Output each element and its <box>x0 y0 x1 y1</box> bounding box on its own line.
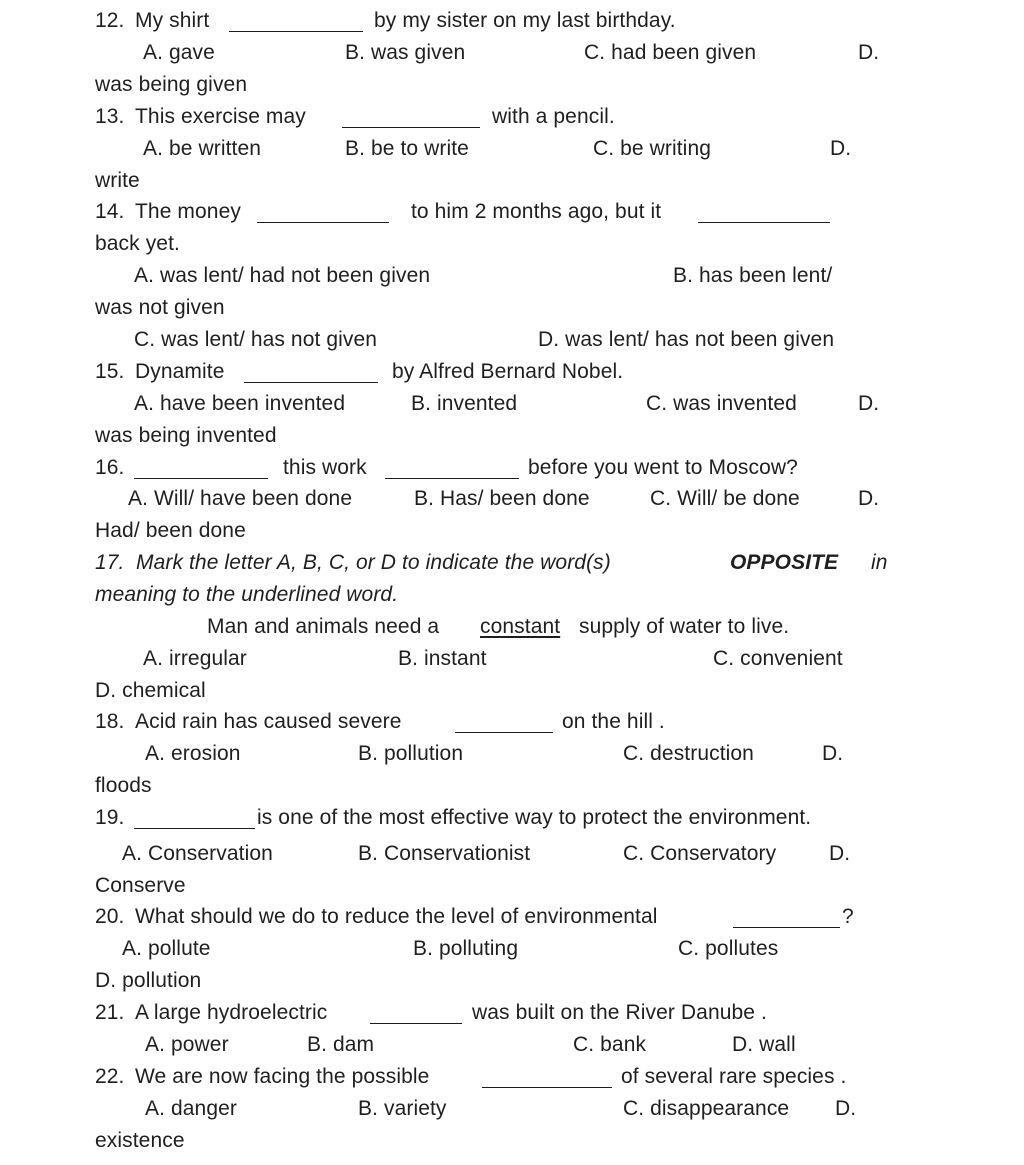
question-22-number: 22. <box>95 1065 125 1088</box>
question-12-option-d: D. <box>858 41 880 64</box>
question-12-blank <box>229 31 363 32</box>
question-19-option-c: C. Conservatory <box>623 842 777 865</box>
question-13-stem-end: with a pencil. <box>492 105 615 128</box>
question-14-stem-middle: to him 2 months ago, but it <box>411 200 662 223</box>
question-18-option-b: B. pollution <box>358 742 464 765</box>
question-21-option-c: C. bank <box>573 1033 647 1056</box>
question-17-instruction-line-2: meaning to the underlined word. <box>95 583 399 606</box>
question-12-stem-end: by my sister on my last birthday. <box>374 9 676 32</box>
question-22-option-d: D. <box>835 1097 857 1120</box>
question-22-option-a: A. danger <box>145 1097 237 1120</box>
question-17-number: 17. <box>95 551 125 574</box>
question-14-option-b: B. has been lent/ <box>673 264 833 287</box>
question-22-blank <box>482 1087 612 1088</box>
question-14-option-a: A. was lent/ had not been given <box>134 264 431 287</box>
question-15-stem-start: Dynamite <box>135 360 225 383</box>
question-20-option-c: C. pollutes <box>678 937 779 960</box>
question-20-option-b: B. polluting <box>413 937 519 960</box>
question-17-instruction-keyword: OPPOSITE <box>730 551 839 574</box>
question-19-number: 19. <box>95 806 125 829</box>
question-15-option-b: B. invented <box>411 392 518 415</box>
question-16-option-d: D. <box>858 487 880 510</box>
question-21-option-a: A. power <box>145 1033 229 1056</box>
question-20-option-a: A. pollute <box>122 937 211 960</box>
question-16-option-a: A. Will/ have been done <box>128 487 353 510</box>
question-21-blank <box>370 1023 462 1024</box>
question-17-instruction-end: in <box>871 551 888 574</box>
question-12-option-d-text: was being given <box>95 73 248 96</box>
question-16-option-b: B. Has/ been done <box>414 487 590 510</box>
question-19-option-d-text: Conserve <box>95 874 186 897</box>
question-19-stem-end: is one of the most effective way to protect the environment. <box>257 806 812 829</box>
question-20-option-d: D. pollution <box>95 969 202 992</box>
question-14-blank-1 <box>257 222 389 223</box>
question-13-blank <box>342 127 480 128</box>
question-15-number: 15. <box>95 360 125 383</box>
question-16-blank-2 <box>385 478 519 479</box>
question-12-number: 12. <box>95 9 125 32</box>
question-18-option-c: C. destruction <box>623 742 754 765</box>
question-22-stem-start: We are now facing the possible <box>135 1065 430 1088</box>
question-14-stem-start: The money <box>135 200 241 223</box>
question-17-sentence-start: Man and animals need a <box>207 615 440 638</box>
question-17-underlined-word: constant <box>480 615 561 638</box>
question-21-option-d: D. wall <box>732 1033 796 1056</box>
question-18-blank <box>455 732 553 733</box>
question-17-instruction-start: Mark the letter A, B, C, or D to indicate the word(s) <box>136 551 611 574</box>
question-22-option-d-text: existence <box>95 1129 185 1152</box>
question-15-option-a: A. have been invented <box>134 392 346 415</box>
question-13-stem-start: This exercise may <box>135 105 306 128</box>
question-19-option-d: D. <box>829 842 851 865</box>
question-17-option-c: C. convenient <box>713 647 843 670</box>
question-21-stem-end: was built on the River Danube . <box>472 1001 767 1024</box>
question-17-option-b: B. instant <box>398 647 487 670</box>
question-15-option-d-text: was being invented <box>95 424 277 447</box>
question-21-option-b: B. dam <box>307 1033 375 1056</box>
question-21-number: 21. <box>95 1001 125 1024</box>
question-15-blank <box>244 382 378 383</box>
question-18-option-d-text: floods <box>95 774 152 797</box>
question-15-option-d: D. <box>858 392 880 415</box>
question-19-option-a: A. Conservation <box>122 842 273 865</box>
question-17-option-d: D. chemical <box>95 679 206 702</box>
question-16-stem-start: this work <box>283 456 367 479</box>
question-20-stem-end: ? <box>842 905 854 928</box>
question-22-option-c: C. disappearance <box>623 1097 790 1120</box>
question-16-option-c: C. Will/ be done <box>650 487 800 510</box>
question-16-option-d-text: Had/ been done <box>95 519 246 542</box>
question-18-stem-start: Acid rain has caused severe <box>135 710 402 733</box>
question-14-number: 14. <box>95 200 125 223</box>
question-20-number: 20. <box>95 905 125 928</box>
question-22-stem-end: of several rare species . <box>621 1065 847 1088</box>
question-12-stem-start: My shirt <box>135 9 210 32</box>
question-15-stem-end: by Alfred Bernard Nobel. <box>392 360 624 383</box>
question-16-blank-1 <box>134 478 268 479</box>
question-16-stem-end: before you went to Moscow? <box>528 456 798 479</box>
question-20-blank <box>733 927 840 928</box>
question-14-option-c: C. was lent/ has not given <box>134 328 378 351</box>
question-12-option-a: A. gave <box>143 41 215 64</box>
question-14-option-b-text: was not given <box>95 296 225 319</box>
question-13-option-b: B. be to write <box>345 137 469 160</box>
question-18-stem-end: on the hill . <box>562 710 665 733</box>
question-13-option-d-text: write <box>95 169 140 192</box>
question-17-sentence-end: supply of water to live. <box>579 615 790 638</box>
question-13-number: 13. <box>95 105 125 128</box>
question-12-option-c: C. had been given <box>584 41 757 64</box>
question-14-stem-end: back yet. <box>95 232 180 255</box>
question-20-stem-start: What should we do to reduce the level of environmental <box>135 905 658 928</box>
question-18-number: 18. <box>95 710 125 733</box>
question-17-option-a: A. irregular <box>143 647 247 670</box>
question-19-blank <box>134 828 255 829</box>
question-21-stem-start: A large hydroelectric <box>135 1001 328 1024</box>
question-13-option-d: D. <box>830 137 852 160</box>
question-18-option-d: D. <box>822 742 844 765</box>
question-19-option-b: B. Conservationist <box>358 842 531 865</box>
question-16-number: 16. <box>95 456 125 479</box>
question-13-option-c: C. be writing <box>593 137 712 160</box>
question-14-blank-2 <box>698 222 830 223</box>
question-13-option-a: A. be written <box>143 137 262 160</box>
question-12-option-b: B. was given <box>345 41 466 64</box>
question-15-option-c: C. was invented <box>646 392 797 415</box>
question-14-option-d: D. was lent/ has not been given <box>538 328 835 351</box>
question-18-option-a: A. erosion <box>145 742 241 765</box>
question-22-option-b: B. variety <box>358 1097 447 1120</box>
